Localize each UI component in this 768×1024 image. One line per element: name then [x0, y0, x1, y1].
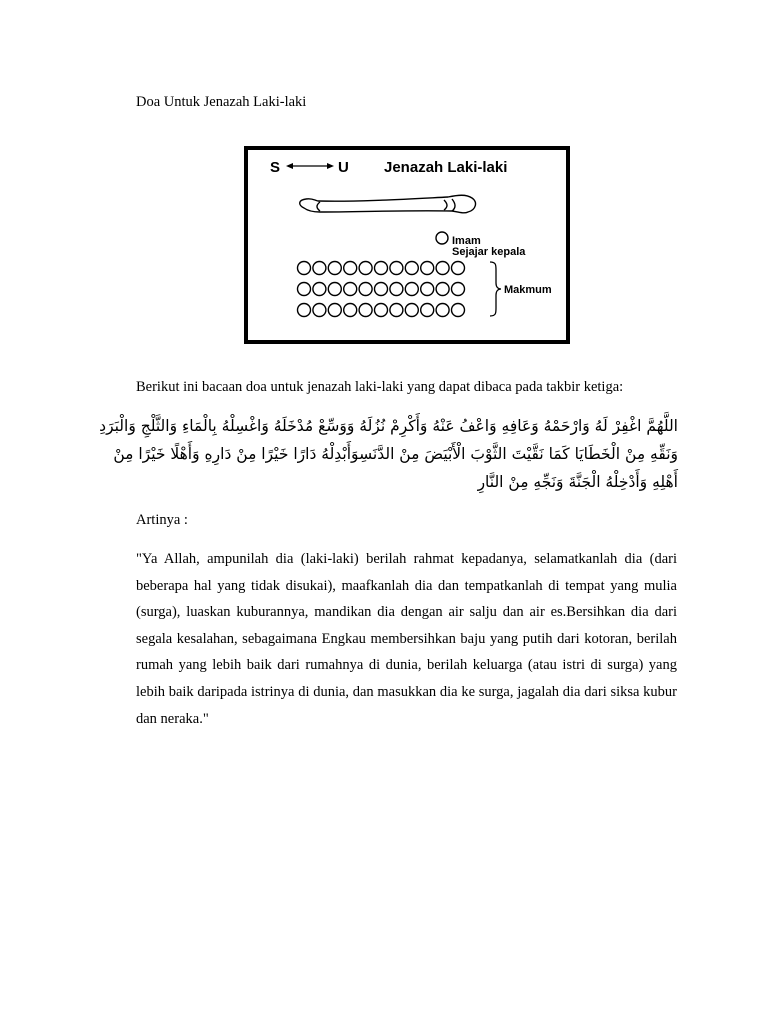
translation-paragraph: "Ya Allah, ampunilah dia (laki-laki) berilah rahmat kepadanya, selamatkanlah dia (dari beberapa hal yang tidak disukai), maafkanlah dia dan tempatkanlah di tempat yang mulia (surga), luaskan kuburannya, mandikan dia dengan air salju dan air es.Bersihkan dia dari segala kesalahan, sebagaimana Engkau membersihkan baju yang putih dari kotoran, berilah rumah yang lebih baik dari rumahnya di dunia, berilah keluarga (atau istri di surga) yang lebih baik daripada istrinya di dunia, dan masukkan dia ke surga, jagalah dia dari siksa kubur dan neraka."	[136, 551, 677, 727]
artinya-label: Artinya :	[136, 512, 188, 528]
makmum-position-icon	[359, 283, 372, 296]
makmum-position-icon	[313, 283, 326, 296]
makmum-position-icon	[328, 262, 341, 275]
makmum-position-icon	[405, 262, 418, 275]
jenazah-diagram-svg	[248, 150, 566, 340]
makmum-position-icon	[313, 304, 326, 317]
shrouded-body-icon	[300, 195, 476, 213]
page-title: Doa Untuk Jenazah Laki-laki	[136, 94, 307, 110]
makmum-position-icon	[452, 283, 465, 296]
arabic-prayer: اللَّهُمَّ اغْفِرْ لَهُ وَارْحَمْهُ وَعَافِهِ وَاعْفُ عَنْهُ وَأَكْرِمْ نُزُلَهُ وَوَسِّعْ مُدْخَلَهُ وَاغْسِلْهُ بِالْمَاءِ وَالثَّلْجِ وَالْبَرَدِ وَنَقِّهِ مِنْ الْخَطَايَا كَمَا نَقَّيْتَ الثَّوْبَ الْأَبْيَضَ مِنْ الدَّنَسِوَأَبْدِلْهُ دَارًا خَيْرًا مِنْ دَارِهِ وَأَهْلًا خَيْرًا مِنْ أَهْلِهِ وَأَدْخِلْهُ الْجَنَّةَ وَنَجِّهِ مِنْ النَّارِ	[99, 417, 678, 491]
makmum-position-icon	[390, 283, 403, 296]
makmum-position-icon	[421, 283, 434, 296]
makmum-position-icon	[375, 304, 388, 317]
makmum-position-icon	[390, 262, 403, 275]
makmum-position-icon	[452, 304, 465, 317]
makmum-position-icon	[405, 304, 418, 317]
jenazah-diagram	[244, 146, 570, 344]
makmum-position-icon	[436, 262, 449, 275]
makmum-position-icon	[298, 304, 311, 317]
makmum-position-icon	[390, 304, 403, 317]
figure-heading: Jenazah Laki-laki	[384, 159, 508, 176]
makmum-position-icon	[375, 262, 388, 275]
label-u: U	[338, 159, 349, 176]
makmum-position-icon	[298, 262, 311, 275]
imam-note: Sejajar kepala	[452, 246, 526, 258]
direction-arrow-icon	[286, 163, 334, 169]
makmum-position-icon	[436, 283, 449, 296]
makmum-position-icon	[328, 304, 341, 317]
makmum-position-icon	[421, 262, 434, 275]
makmum-position-icon	[313, 262, 326, 275]
makmum-position-icon	[436, 304, 449, 317]
makmum-brace-icon	[490, 262, 501, 316]
makmum-position-icon	[452, 262, 465, 275]
makmum-position-icon	[421, 304, 434, 317]
makmum-position-icon	[344, 262, 357, 275]
imam-position-icon	[436, 232, 448, 244]
makmum-grid	[298, 262, 465, 317]
makmum-position-icon	[344, 283, 357, 296]
makmum-position-icon	[298, 283, 311, 296]
label-s: S	[270, 159, 281, 176]
makmum-position-icon	[344, 304, 357, 317]
makmum-position-icon	[375, 283, 388, 296]
intro-paragraph: Berikut ini bacaan doa untuk jenazah laki-laki yang dapat dibaca pada takbir ketiga:	[136, 379, 624, 395]
makmum-label: Makmum	[504, 284, 552, 296]
makmum-position-icon	[328, 283, 341, 296]
makmum-position-icon	[359, 262, 372, 275]
imam-label: Imam	[452, 235, 481, 247]
makmum-position-icon	[359, 304, 372, 317]
makmum-position-icon	[405, 283, 418, 296]
